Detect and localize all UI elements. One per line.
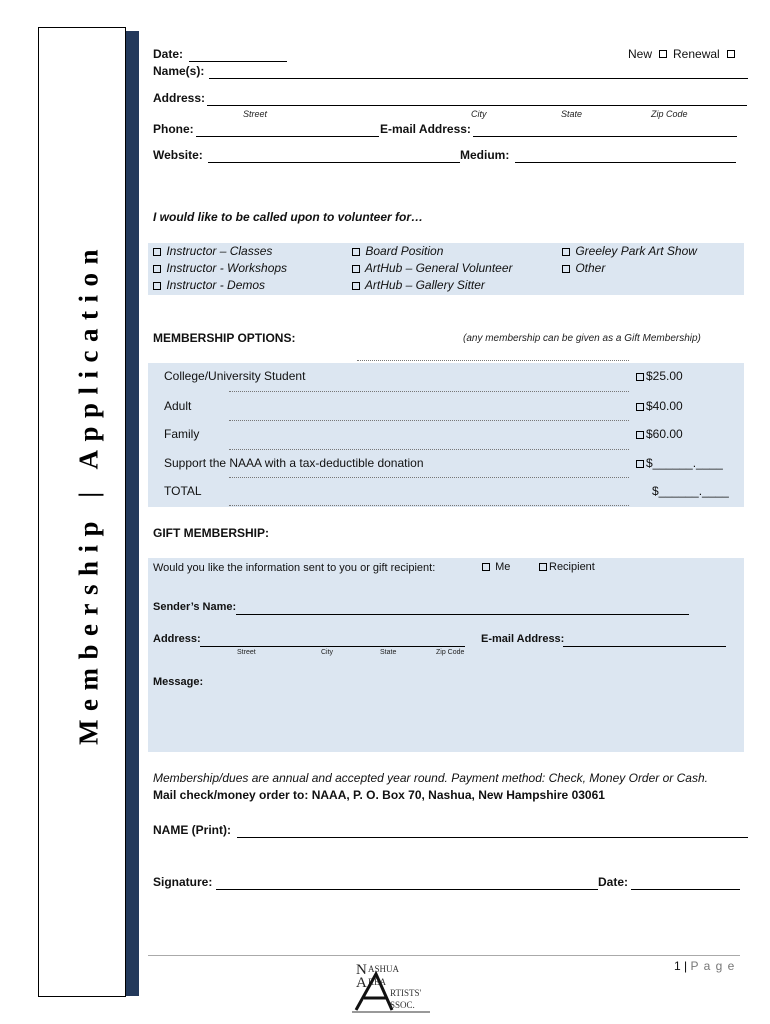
renewal-label: Renewal — [673, 47, 720, 61]
volunteer-option[interactable]: ArtHub – Gallery Sitter — [352, 278, 485, 292]
new-label: New — [628, 47, 653, 61]
gift-city-caption: City — [321, 649, 334, 656]
sender-name-label: Sender’s Name: — [153, 601, 237, 613]
membership-option-price[interactable]: $40.00 — [636, 399, 683, 413]
gift-address-field[interactable] — [200, 645, 465, 647]
date-field[interactable] — [189, 60, 287, 62]
svg-text:SSOC.: SSOC. — [390, 1000, 415, 1010]
phone-field[interactable] — [196, 135, 379, 137]
name-print-label: NAME (Print): — [153, 823, 231, 837]
volunteer-option[interactable]: Instructor - Workshops — [153, 261, 287, 275]
total-label: TOTAL — [164, 484, 202, 498]
website-field[interactable] — [208, 161, 460, 163]
naaa-logo — [350, 960, 435, 1010]
volunteer-option[interactable]: ArtHub – General Volunteer — [352, 261, 513, 275]
signature-label: Signature: — [153, 875, 213, 889]
divider — [229, 449, 629, 450]
new-checkbox[interactable] — [659, 50, 667, 58]
email-field[interactable] — [473, 135, 737, 137]
address-field[interactable] — [207, 104, 747, 106]
signature-field[interactable] — [216, 888, 598, 890]
street-caption: Street — [243, 109, 268, 119]
names-field[interactable] — [209, 77, 748, 79]
dues-note: Membership/dues are annual and accepted year round. Payment method: Check, Money Order or Cash. — [153, 771, 708, 785]
date-label: Date: — [153, 47, 184, 61]
membership-option-label: Family — [164, 427, 200, 441]
volunteer-option[interactable]: Other — [562, 261, 605, 275]
svg-text:REA: REA — [368, 977, 386, 987]
membership-option-price[interactable]: $25.00 — [636, 369, 683, 383]
name-print-field[interactable] — [237, 836, 748, 838]
membership-note: (any membership can be given as a Gift Membership) — [463, 333, 701, 344]
gift-heading: GIFT MEMBERSHIP: — [153, 526, 269, 540]
page-indicator: 1 | P a g e — [674, 959, 736, 973]
website-label: Website: — [153, 148, 203, 162]
signature-date-field[interactable] — [631, 888, 740, 890]
gift-street-caption: Street — [237, 649, 256, 656]
membership-option-label: College/University Student — [164, 369, 306, 383]
names-label: Name(s): — [153, 64, 205, 78]
divider — [229, 505, 629, 506]
divider — [357, 360, 629, 361]
sender-name-field[interactable] — [236, 613, 689, 615]
membership-option-label: Adult — [164, 399, 192, 413]
divider — [229, 420, 629, 421]
gift-address-label: Address: — [153, 633, 201, 645]
page-number: 1 — [674, 959, 681, 973]
renewal-checkbox[interactable] — [727, 50, 735, 58]
membership-heading: MEMBERSHIP OPTIONS: — [153, 331, 296, 345]
address-label: Address: — [153, 91, 206, 105]
city-caption: City — [471, 109, 487, 119]
membership-option-label: Support the NAAA with a tax-deductible donation — [164, 456, 424, 470]
email-label: E-mail Address: — [380, 122, 471, 136]
volunteer-option[interactable]: Instructor – Classes — [153, 244, 272, 258]
medium-label: Medium: — [460, 148, 510, 162]
donation-amount[interactable]: $______.____ — [636, 456, 723, 470]
zip-caption: Zip Code — [651, 109, 688, 119]
gift-email-field[interactable] — [563, 645, 726, 647]
svg-text:N: N — [356, 962, 367, 978]
gift-zip-caption: Zip Code — [436, 649, 465, 656]
message-label: Message: — [153, 676, 204, 688]
svg-text:RTISTS': RTISTS' — [390, 988, 422, 998]
gift-email-label: E-mail Address: — [481, 633, 565, 645]
send-to-me-option[interactable]: Me — [482, 561, 510, 573]
svg-text:A: A — [356, 975, 367, 991]
volunteer-prompt: I would like to be called upon to volunteer for… — [153, 210, 424, 224]
mail-to-address: Mail check/money order to: NAAA, P. O. Box 70, Nashua, New Hampshire 03061 — [153, 788, 605, 802]
footer-rule — [148, 955, 740, 956]
volunteer-option[interactable]: Greeley Park Art Show — [562, 244, 697, 258]
sidebar-title: Membership | Application — [73, 241, 104, 745]
gift-state-caption: State — [380, 649, 397, 656]
divider — [229, 391, 629, 392]
volunteer-option[interactable]: Board Position — [352, 244, 443, 258]
medium-field[interactable] — [515, 161, 736, 163]
phone-label: Phone: — [153, 122, 194, 136]
membership-option-price[interactable]: $60.00 — [636, 427, 683, 441]
page-word: P a g e — [690, 959, 736, 973]
total-amount[interactable]: $______.____ — [652, 484, 729, 498]
signature-date-label: Date: — [598, 875, 629, 889]
divider — [229, 477, 629, 478]
gift-question: Would you like the information sent to you or gift recipient: — [153, 562, 436, 574]
send-to-recipient-option[interactable]: Recipient — [539, 561, 595, 573]
state-caption: State — [561, 109, 583, 119]
svg-text:ASHUA: ASHUA — [368, 964, 400, 974]
volunteer-option[interactable]: Instructor - Demos — [153, 278, 265, 292]
message-field[interactable] — [153, 692, 738, 747]
